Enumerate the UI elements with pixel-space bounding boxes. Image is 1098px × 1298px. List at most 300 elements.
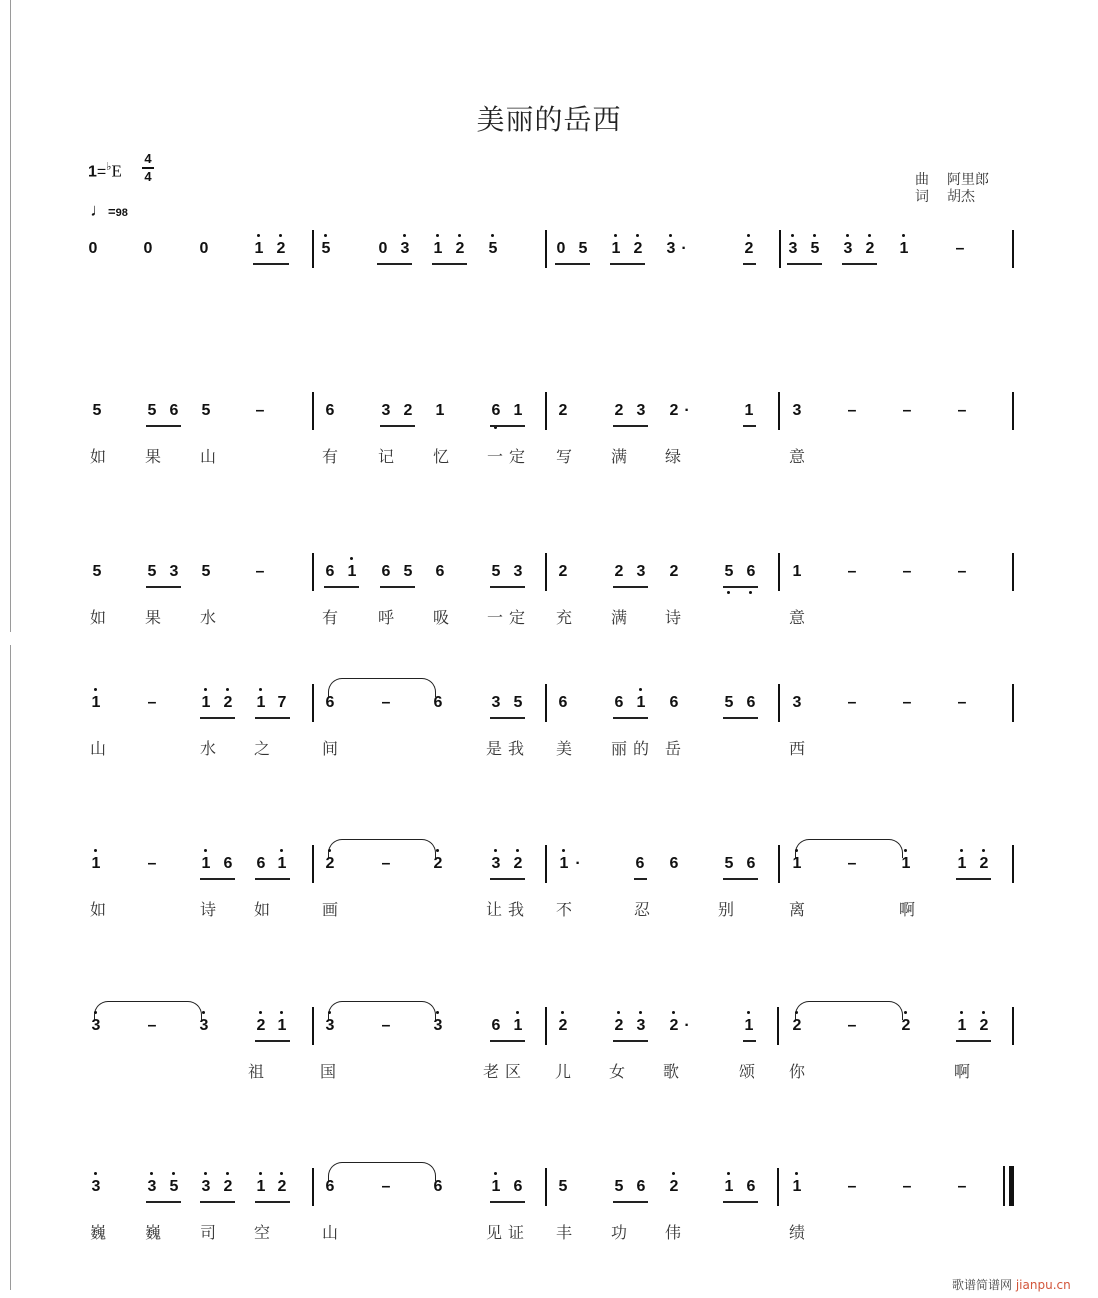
- note: 6: [435, 563, 445, 580]
- lyric: 果: [145, 447, 162, 466]
- system-2: [0, 400, 1098, 500]
- barline: [779, 230, 781, 268]
- note: 2: [403, 402, 413, 419]
- lyric: 见证: [486, 1223, 531, 1242]
- barline: [545, 1168, 547, 1206]
- dash: –: [902, 402, 912, 419]
- underline-eighth: [255, 717, 290, 719]
- barline: [545, 392, 547, 430]
- dash: –: [847, 855, 857, 872]
- augmentation-dot: ·: [681, 240, 687, 257]
- barline: [1012, 230, 1014, 268]
- lyric: 充: [556, 608, 573, 627]
- underline-eighth: [255, 1201, 290, 1203]
- dash: –: [147, 1017, 157, 1034]
- lyrics-role: 词: [915, 189, 929, 205]
- underline-eighth: [610, 263, 645, 265]
- note: 0: [556, 240, 566, 257]
- underline-eighth: [723, 717, 758, 719]
- dash: –: [902, 1178, 912, 1195]
- watermark: [952, 1276, 1071, 1293]
- note: 6: [669, 694, 679, 711]
- underline-eighth: [743, 263, 756, 265]
- barline: [312, 392, 314, 430]
- note: 3: [169, 563, 179, 580]
- note: 5: [147, 563, 157, 580]
- note: 1: [898, 238, 910, 260]
- barline: [312, 684, 314, 722]
- note: 6: [256, 855, 266, 872]
- dash: –: [381, 1017, 391, 1034]
- note: 3: [491, 694, 501, 711]
- note: 2: [864, 238, 876, 260]
- note: 2: [978, 853, 990, 875]
- time-top: 4: [144, 151, 152, 166]
- system-7: [0, 1176, 1098, 1276]
- lyric: 儿: [555, 1062, 572, 1081]
- note: 2: [614, 402, 624, 419]
- note: 2: [557, 1015, 569, 1037]
- lyric: 丰: [556, 1223, 573, 1242]
- note: 2: [669, 402, 679, 419]
- key-do: 1: [88, 163, 97, 181]
- lyric: 让我: [486, 900, 531, 919]
- note: 6: [669, 855, 679, 872]
- barline: [312, 1007, 314, 1045]
- note: 1: [432, 238, 444, 260]
- lyric: 西: [789, 739, 806, 758]
- lyric: 颂: [739, 1062, 756, 1081]
- dash: –: [957, 1178, 967, 1195]
- augmentation-dot: ·: [684, 402, 690, 419]
- note: 2: [743, 238, 755, 260]
- note: 2: [632, 238, 644, 260]
- note: 1: [791, 853, 803, 875]
- underline-eighth: [743, 425, 756, 427]
- lyric: 有: [322, 447, 339, 466]
- augmentation-dot: ·: [575, 855, 581, 872]
- note: 1: [743, 1015, 755, 1037]
- barline: [312, 845, 314, 883]
- music-name: 阿里郎: [947, 172, 989, 188]
- underline-eighth: [723, 586, 758, 588]
- barline: [312, 230, 314, 268]
- note: 0: [378, 240, 388, 257]
- note: 3: [513, 563, 523, 580]
- note: 2: [791, 1015, 803, 1037]
- dash: –: [847, 1017, 857, 1034]
- note: 1: [346, 561, 358, 583]
- note: 1: [200, 853, 212, 875]
- note: 6: [746, 1178, 756, 1195]
- lyric: 满: [611, 447, 628, 466]
- lyric: 啊: [899, 900, 916, 919]
- lyric: 不: [556, 900, 573, 919]
- dash: –: [381, 1178, 391, 1195]
- note: 6: [490, 400, 502, 422]
- note: 1: [610, 238, 622, 260]
- barline: [545, 230, 547, 268]
- underline-eighth: [200, 717, 235, 719]
- lyric: 一定: [487, 447, 532, 466]
- lyric: 祖: [248, 1062, 265, 1081]
- note: 7: [277, 694, 287, 711]
- lyrics-name: 胡杰: [947, 189, 975, 205]
- note: 2: [668, 1176, 680, 1198]
- barline: [545, 553, 547, 591]
- underline-eighth: [555, 263, 590, 265]
- note: 1: [435, 402, 445, 419]
- note: 5: [168, 1176, 180, 1198]
- note: 6: [381, 563, 391, 580]
- note: 1: [513, 402, 523, 419]
- note: 6: [325, 694, 335, 711]
- note: 1: [200, 692, 212, 714]
- note: 2: [432, 853, 444, 875]
- underline-eighth: [613, 1040, 648, 1042]
- time-bottom: 4: [144, 168, 152, 184]
- lyric: 意: [789, 447, 806, 466]
- note: 3: [792, 694, 802, 711]
- tempo-bpm: 98: [115, 207, 128, 219]
- note: 2: [668, 1015, 680, 1037]
- lyric: 功: [611, 1223, 628, 1242]
- system-5: [0, 853, 1098, 953]
- note: 2: [512, 853, 524, 875]
- note: 3: [200, 1176, 212, 1198]
- dash: –: [847, 563, 857, 580]
- note: 3: [324, 1015, 336, 1037]
- note: 2: [222, 692, 234, 714]
- lyric: 如: [90, 608, 107, 627]
- lyric: 如: [90, 447, 107, 466]
- quarter-note-icon: ♩: [90, 200, 108, 220]
- underline-eighth: [253, 263, 289, 265]
- underline-eighth: [324, 586, 359, 588]
- note: 5: [201, 402, 211, 419]
- lyric: 记: [378, 447, 395, 466]
- lyric: 如: [90, 900, 107, 919]
- lyric: 丽的: [611, 739, 656, 758]
- credits: [915, 172, 989, 206]
- note: 6: [491, 1017, 501, 1034]
- key-equals: =: [96, 163, 107, 181]
- note: 6: [745, 561, 757, 583]
- underline-eighth: [634, 878, 647, 880]
- lyric: 果: [145, 608, 162, 627]
- lyric: 岳: [665, 739, 682, 758]
- underline-eighth: [146, 425, 181, 427]
- note: 1: [956, 1015, 968, 1037]
- note: 1: [255, 692, 267, 714]
- augmentation-dot: ·: [684, 1017, 690, 1034]
- lyric: 之: [254, 739, 271, 758]
- note: 5: [809, 238, 821, 260]
- tempo-equals: =: [108, 204, 116, 219]
- note: 1: [900, 853, 912, 875]
- dash: –: [847, 694, 857, 711]
- underline-eighth: [723, 878, 758, 880]
- note: 3: [381, 402, 391, 419]
- note: 5: [558, 1178, 568, 1195]
- lyric: 如: [254, 900, 271, 919]
- note: 3: [636, 402, 646, 419]
- flat-icon: ♭: [106, 161, 112, 173]
- system-6: [0, 1015, 1098, 1115]
- note: 5: [724, 694, 734, 711]
- underline-eighth: [255, 1040, 290, 1042]
- lyric: 忆: [433, 447, 450, 466]
- lyric: 是我: [486, 739, 531, 758]
- underline-eighth: [723, 1201, 758, 1203]
- barline: [1012, 684, 1014, 722]
- dash: –: [902, 563, 912, 580]
- note: 6: [325, 402, 335, 419]
- lyric: 忍: [634, 900, 651, 919]
- final-barline: [1003, 1166, 1011, 1206]
- credit-lyrics: [915, 189, 989, 206]
- note: 0: [199, 240, 209, 257]
- note: 1: [744, 402, 754, 419]
- note: 1: [956, 853, 968, 875]
- lyric: 你: [789, 1062, 806, 1081]
- lyric: 一定: [487, 608, 532, 627]
- barline: [778, 845, 780, 883]
- underline-eighth: [490, 1040, 525, 1042]
- underline-eighth: [613, 1201, 648, 1203]
- note: 3: [787, 238, 799, 260]
- lyric: 国: [320, 1062, 337, 1081]
- note: 6: [614, 694, 624, 711]
- dash: –: [955, 240, 965, 257]
- barline: [545, 684, 547, 722]
- lyric: 伟: [665, 1223, 682, 1242]
- underline-eighth: [787, 263, 822, 265]
- underline-eighth: [432, 263, 467, 265]
- lyric: 山: [90, 739, 107, 758]
- underline-eighth: [490, 717, 525, 719]
- note: 1: [90, 692, 102, 714]
- note: 2: [978, 1015, 990, 1037]
- note: 6: [325, 563, 335, 580]
- underline-eighth: [956, 878, 991, 880]
- note: 5: [147, 402, 157, 419]
- note: 3: [198, 1015, 210, 1037]
- lyric: 老区: [483, 1062, 528, 1081]
- underline-eighth: [490, 425, 525, 427]
- barline: [778, 392, 780, 430]
- underline-eighth: [380, 586, 415, 588]
- note: 2: [669, 563, 679, 580]
- underline-eighth: [613, 586, 648, 588]
- note: 6: [169, 402, 179, 419]
- note: 2: [900, 1015, 912, 1037]
- watermark-link[interactable]: jianpu.cn: [1015, 1278, 1071, 1292]
- barline: [312, 1168, 314, 1206]
- note: 5: [403, 563, 413, 580]
- lyric: 吸: [433, 608, 450, 627]
- lyric: 啊: [954, 1062, 971, 1081]
- underline-eighth: [743, 1040, 756, 1042]
- note: 1: [90, 853, 102, 875]
- underline-eighth: [490, 878, 525, 880]
- barline: [778, 684, 780, 722]
- lyric: 巍: [145, 1223, 162, 1242]
- underline-eighth: [200, 1201, 235, 1203]
- lyric: 山: [200, 447, 217, 466]
- barline: [1012, 553, 1014, 591]
- note: 5: [491, 563, 501, 580]
- note: 3: [665, 238, 677, 260]
- note: 3: [635, 1015, 647, 1037]
- note: 6: [513, 1178, 523, 1195]
- note: 2: [276, 1176, 288, 1198]
- note: 1: [558, 853, 570, 875]
- note: 5: [92, 402, 102, 419]
- lyric: 写: [556, 447, 573, 466]
- dash: –: [957, 694, 967, 711]
- note: 1: [791, 1176, 803, 1198]
- note: 3: [432, 1015, 444, 1037]
- note: 5: [487, 238, 499, 260]
- underline-eighth: [956, 1040, 991, 1042]
- music-role: 曲: [915, 172, 929, 188]
- note: 3: [792, 402, 802, 419]
- dash: –: [147, 855, 157, 872]
- note: 6: [635, 855, 645, 872]
- underline-eighth: [146, 1201, 181, 1203]
- barline: [545, 1007, 547, 1045]
- note: 1: [276, 853, 288, 875]
- underline-eighth: [255, 878, 290, 880]
- lyric: 间: [322, 739, 339, 758]
- system-1: [0, 238, 1098, 338]
- note: 5: [723, 561, 735, 583]
- note: 5: [320, 238, 332, 260]
- note: 5: [614, 1178, 624, 1195]
- dash: –: [255, 402, 265, 419]
- note: 2: [558, 402, 568, 419]
- note: 0: [88, 240, 98, 257]
- note: 6: [746, 694, 756, 711]
- note: 1: [723, 1176, 735, 1198]
- note: 5: [724, 855, 734, 872]
- note: 3: [842, 238, 854, 260]
- barline: [312, 553, 314, 591]
- lyric: 诗: [665, 608, 682, 627]
- dash: –: [957, 402, 967, 419]
- lyric: 别: [718, 900, 735, 919]
- underline-eighth: [380, 425, 415, 427]
- note: 3: [146, 1176, 158, 1198]
- note: 0: [143, 240, 153, 257]
- note: 6: [325, 1178, 335, 1195]
- lyric: 画: [322, 900, 339, 919]
- lyric: 美: [556, 739, 573, 758]
- time-signature: [142, 152, 154, 184]
- dash: –: [381, 855, 391, 872]
- note: 2: [222, 1176, 234, 1198]
- note: 3: [90, 1176, 102, 1198]
- note: 2: [558, 563, 568, 580]
- lyric: 山: [322, 1223, 339, 1242]
- key-letter: E: [111, 161, 122, 181]
- note: 1: [490, 1176, 502, 1198]
- note: 2: [275, 238, 287, 260]
- lyric: 离: [789, 900, 806, 919]
- note: 3: [636, 563, 646, 580]
- note: 3: [399, 238, 411, 260]
- dash: –: [902, 694, 912, 711]
- barline: [777, 1007, 779, 1045]
- note: 2: [614, 563, 624, 580]
- note: 1: [512, 1015, 524, 1037]
- watermark-cn: 歌谱简谱网: [952, 1278, 1013, 1292]
- underline-eighth: [146, 586, 181, 588]
- dash: –: [957, 563, 967, 580]
- note: 3: [490, 853, 502, 875]
- note: 5: [578, 240, 588, 257]
- note: 1: [253, 238, 265, 260]
- barline: [545, 845, 547, 883]
- lyric: 满: [611, 608, 628, 627]
- dash: –: [255, 563, 265, 580]
- barline: [1012, 845, 1014, 883]
- note: 5: [201, 563, 211, 580]
- lyric: 水: [200, 739, 217, 758]
- credit-music: [915, 172, 989, 189]
- note: 6: [433, 694, 443, 711]
- underline-eighth: [377, 263, 412, 265]
- key-signature: [88, 160, 122, 181]
- barline: [1012, 1007, 1014, 1045]
- lyric: 有: [322, 608, 339, 627]
- underline-eighth: [200, 878, 235, 880]
- note: 6: [746, 855, 756, 872]
- barline: [778, 553, 780, 591]
- underline-eighth: [490, 1201, 525, 1203]
- dash: –: [847, 1178, 857, 1195]
- lyric: 绿: [665, 447, 682, 466]
- note: 2: [613, 1015, 625, 1037]
- note: 2: [324, 853, 336, 875]
- dash: –: [847, 402, 857, 419]
- note: 6: [558, 694, 568, 711]
- lyric: 意: [789, 608, 806, 627]
- barline: [777, 1168, 779, 1206]
- song-title: 美丽的岳西: [476, 103, 622, 136]
- note: 1: [255, 1176, 267, 1198]
- tempo-marking: [90, 200, 128, 221]
- underline-eighth: [842, 263, 877, 265]
- lyric: 女: [609, 1062, 626, 1081]
- note: 5: [513, 694, 523, 711]
- underline-eighth: [613, 717, 648, 719]
- system-3: [0, 561, 1098, 661]
- lyric: 诗: [200, 900, 217, 919]
- lyric: 空: [254, 1223, 271, 1242]
- note: 5: [92, 563, 102, 580]
- note: 1: [792, 563, 802, 580]
- note: 2: [255, 1015, 267, 1037]
- lyric: 绩: [789, 1223, 806, 1242]
- dash: –: [381, 694, 391, 711]
- underline-eighth: [613, 425, 648, 427]
- underline-eighth: [490, 586, 525, 588]
- dash: –: [147, 694, 157, 711]
- note: 1: [276, 1015, 288, 1037]
- lyric: 巍: [90, 1223, 107, 1242]
